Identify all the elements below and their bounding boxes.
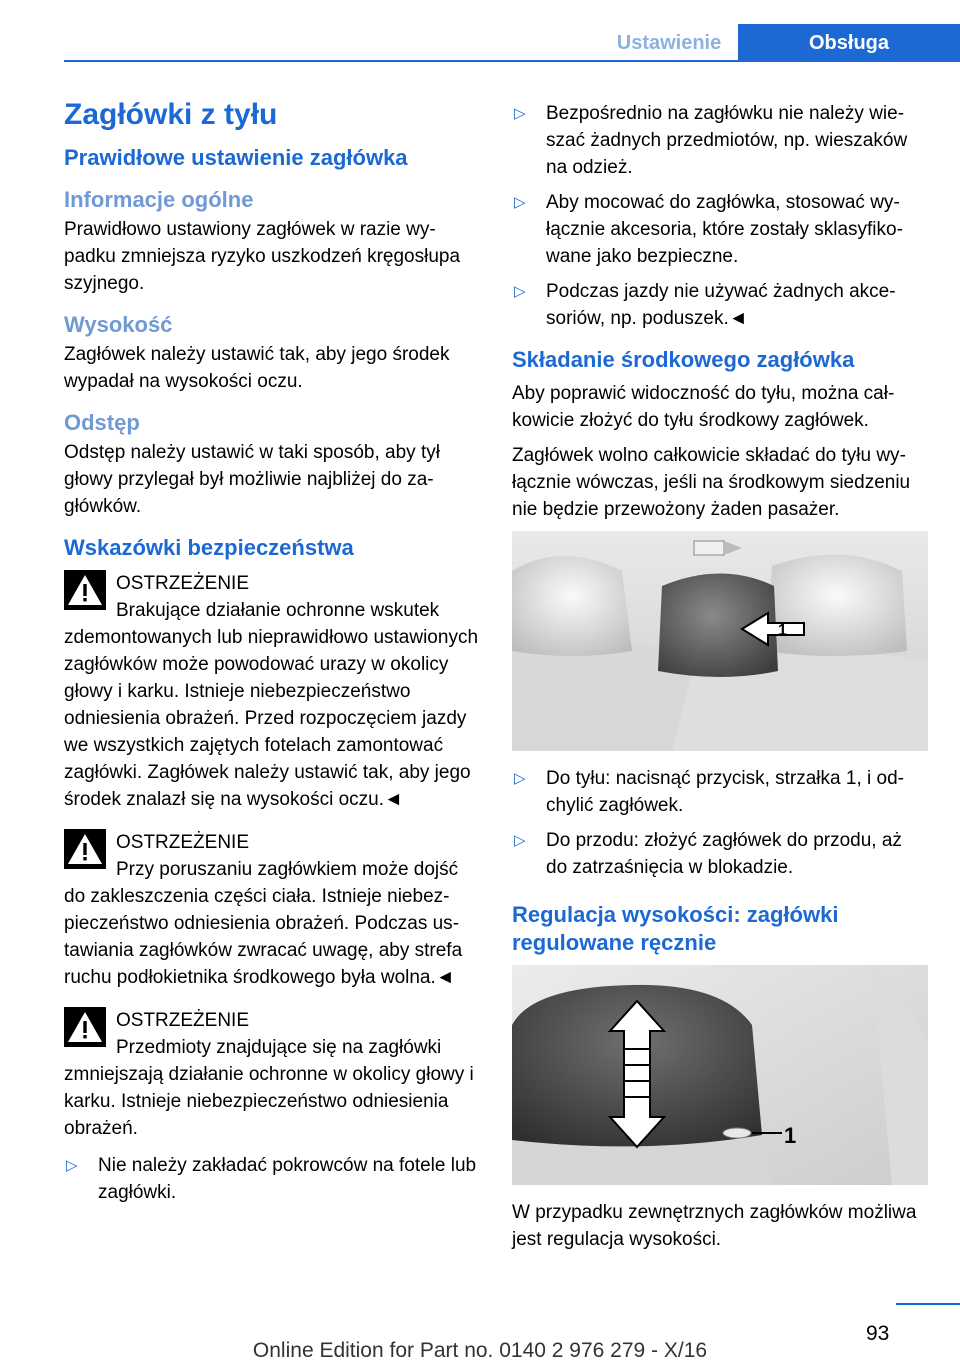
bullet-triangle-icon: ▷ <box>514 832 526 849</box>
left-column <box>64 96 478 1214</box>
footer-divider <box>896 1303 960 1305</box>
right-column <box>512 100 928 1261</box>
fold-heading: Składanie środkowego zagłówka <box>512 347 855 372</box>
section-heading: Prawidłowe ustawienie zagłówka <box>64 145 408 170</box>
info-heading: Informacje ogólne <box>64 187 254 212</box>
bullet-triangle-icon: ▷ <box>514 105 526 122</box>
warning-block <box>64 570 478 813</box>
bullet-triangle-icon: ▷ <box>66 1157 78 1174</box>
footer-edition: Online Edition for Part no. 0140 2 976 279 - X/16 <box>252 1339 708 1362</box>
gap-heading: Odstęp <box>64 410 140 435</box>
page-header <box>0 0 960 62</box>
height-heading: Wysokość <box>64 312 173 337</box>
warning-text: zdemontowanych lub nieprawidłowo ustawionych zagłówków może powodować urazy w okolicy głowy i karku. Istnieje niebezpieczeństwo odniesienia obrażeń. Przed rozpoczęciem jazdy we wszystkich zajętych fotelach zamontować zagłówki. Zagłówek należy ustawić tak, aby jego środek znalazł się na wysokości oczu.◄ <box>64 627 479 810</box>
adjust-paragraph: W przypadku zewnętrznych zagłówków możliwa jest regulacja wysokości. <box>512 1202 917 1250</box>
header-divider <box>64 60 960 62</box>
warning-icon <box>64 570 106 610</box>
warning-label: OSTRZEŻENIE <box>116 573 250 594</box>
warning-text: zmniejszają działanie ochronne w okolicy głowy i karku. Istnieje niebezpieczeństwo odniesienia obrażeń. <box>64 1064 474 1139</box>
bullet-list <box>512 765 928 881</box>
warning-text-first: Brakujące działanie ochronne wskutek <box>116 600 440 621</box>
fold-paragraph: Aby poprawić widoczność do tyłu, można całkowicie złożyć do tyłu środkowy zagłówek. <box>512 383 895 431</box>
adjust-heading: Regulacja wysokości: zagłówki regulowane ręcznie <box>512 902 839 955</box>
page-title: Zagłówki z tyłu <box>64 98 278 131</box>
bullet-triangle-icon: ▷ <box>514 194 526 211</box>
fold-paragraph-2: Zagłówek wolno całkowicie składać do tyłu wyłącznie wówczas, jeśli na środkowym siedzeniu nie będzie przewożony żaden pasażer. <box>512 445 911 520</box>
warning-text-first: Przedmioty znajdujące się na zagłówki <box>116 1037 442 1058</box>
warning-label: OSTRZEŻENIE <box>116 1010 250 1031</box>
height-paragraph: Zagłówek należy ustawić tak, aby jego środek wypadał na wysokości oczu. <box>64 344 450 392</box>
bullet-list <box>512 100 928 332</box>
list-item-text: Bezpośrednio na zagłówku nie należy wieszać żadnych przedmiotów, np. wieszaków na odzież. <box>546 103 908 178</box>
bullet-list <box>64 1152 478 1206</box>
bullet-triangle-icon: ▷ <box>514 283 526 300</box>
list-item-text: Podczas jazdy nie używać żadnych akcesoriów, np. poduszek.◄ <box>546 281 896 329</box>
warning-icon <box>64 829 106 869</box>
headrest-height-illustration <box>512 965 928 1185</box>
callout-1: 1 <box>778 622 787 639</box>
list-item <box>64 1152 478 1206</box>
list-item <box>512 765 928 819</box>
warning-label: OSTRZEŻENIE <box>116 832 250 853</box>
warning-text: do zakleszczenia części ciała. Istnieje niebezpieczeństwo odniesienia obrażeń. Podczas ustawiania zagłówków zwracać uwagę, aby strefa ruchu podłokietnika środkowego była wolna.◄ <box>64 886 463 988</box>
list-item-text: Do tyłu: nacisnąć przycisk, strzałka 1, i odchylić zagłówek. <box>546 768 904 816</box>
warning-block <box>64 829 478 991</box>
safety-heading: Wskazówki bezpieczeństwa <box>64 535 354 560</box>
bullet-triangle-icon: ▷ <box>514 770 526 787</box>
warning-text-first: Przy poruszaniu zagłówkiem może dojść <box>116 859 459 880</box>
header-section-tab[interactable]: Ustawienie <box>616 31 722 54</box>
header-chapter-tab[interactable]: Obsługa <box>738 24 960 62</box>
info-paragraph: Prawidłowo ustawiony zagłówek w razie wypadku zmniejsza ryzyko uszkodzeń kręgosłupa szyjnego. <box>64 219 461 294</box>
list-item <box>512 189 928 270</box>
headrest-fold-illustration <box>512 531 928 751</box>
page-number: 93 <box>866 1322 890 1345</box>
list-item <box>512 827 928 881</box>
list-item-text: Do przodu: złożyć zagłówek do przodu, aż do zatrzaśnięcia w blokadzie. <box>546 830 902 878</box>
warning-icon <box>64 1007 106 1047</box>
list-item-text: Nie należy zakładać pokrowców na fotele lub zagłówki. <box>98 1155 477 1203</box>
list-item-text: Aby mocować do zagłówka, stosować wyłącznie akcesoria, które zostały sklasyfikowane jako bezpieczne. <box>546 192 903 267</box>
callout-1: 1 <box>784 1123 797 1148</box>
warning-block <box>64 1007 478 1142</box>
list-item <box>512 100 928 181</box>
list-item <box>512 278 928 332</box>
gap-paragraph: Odstęp należy ustawić w taki sposób, aby tył głowy przylegał był możliwie najbliżej do zagłówków. <box>64 442 440 517</box>
